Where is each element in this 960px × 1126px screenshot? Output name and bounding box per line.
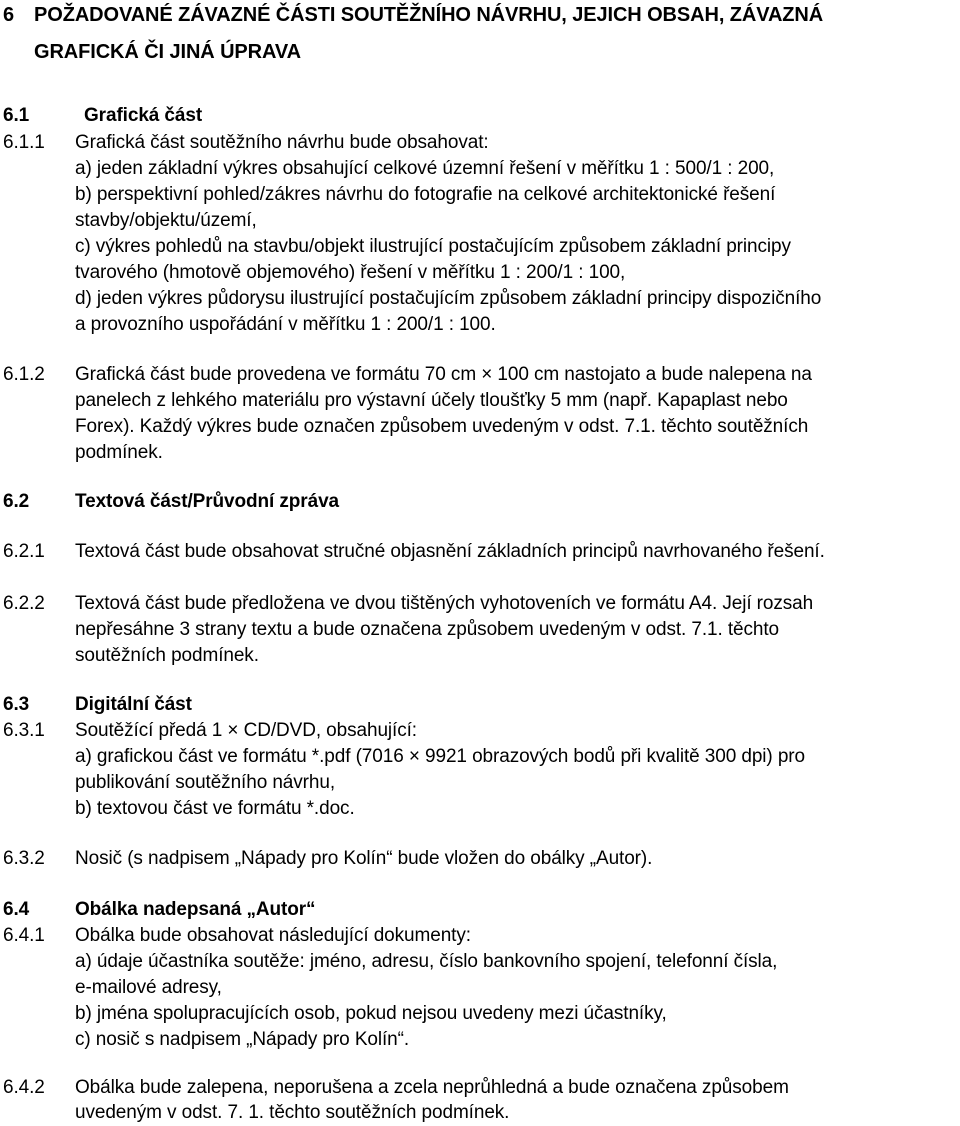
paragraph-6-2-2-line: nepřesáhne 3 strany textu a bude označena způsobem uvedeným v odst. 7.1. těchto <box>75 619 780 640</box>
paragraph-6-1-2-line: Grafická část bude provedena ve formátu 70 cm × 100 cm nastojato a bude nalepena na <box>75 364 812 385</box>
paragraph-6-4-1-line: Obálka bude obsahovat následující dokumenty: <box>75 925 471 946</box>
subsection-6-2-number: 6.2 <box>3 491 30 512</box>
paragraph-6-1-1-line: d) jeden výkres půdorysu ilustrující postačujícím způsobem základní principy dispozičního <box>75 288 822 309</box>
paragraph-6-1-1-number: 6.1.1 <box>3 132 45 153</box>
paragraph-6-1-1-line: stavby/objektu/území, <box>75 210 257 231</box>
paragraph-6-1-1-line: c) výkres pohledů na stavbu/objekt ilustrující postačujícím způsobem základní principy <box>75 236 791 257</box>
paragraph-6-4-1-line: c) nosič s nadpisem „Nápady pro Kolín“. <box>75 1029 410 1050</box>
paragraph-6-3-1-number: 6.3.1 <box>3 720 45 741</box>
subsection-6-3-number: 6.3 <box>3 694 30 715</box>
paragraph-6-1-1-line: a) jeden základní výkres obsahující celkové územní řešení v měřítku 1 : 500/1 : 200, <box>75 158 775 179</box>
subsection-6-1-number: 6.1 <box>3 105 30 126</box>
paragraph-6-4-1-number: 6.4.1 <box>3 925 45 946</box>
paragraph-6-2-1-number: 6.2.1 <box>3 541 45 562</box>
paragraph-6-1-1-line: tvarového (hmotově objemového) řešení v měřítku 1 : 200/1 : 100, <box>75 262 626 283</box>
paragraph-6-2-2-number: 6.2.2 <box>3 593 45 614</box>
paragraph-6-3-1-line: publikování soutěžního návrhu, <box>75 772 336 793</box>
paragraph-6-4-2-line: uvedeným v odst. 7. 1. těchto soutěžních podmínek. <box>75 1102 510 1123</box>
paragraph-6-1-1-line: a provozního uspořádání v měřítku 1 : 200/1 : 100. <box>75 314 496 335</box>
paragraph-6-3-1-line: b) textovou část ve formátu *.doc. <box>75 798 355 819</box>
paragraph-6-1-2-line: Forex). Každý výkres bude označen způsobem uvedeným v odst. 7.1. těchto soutěžních <box>75 416 809 437</box>
section-title-line2: GRAFICKÁ ČI JINÁ ÚPRAVA <box>34 41 301 63</box>
paragraph-6-3-1-line: a) grafickou část ve formátu *.pdf (7016 × 9921 obrazových bodů při kvalitě 300 dpi) pro <box>75 746 805 767</box>
paragraph-6-3-2-number: 6.3.2 <box>3 848 45 869</box>
paragraph-6-4-2-number: 6.4.2 <box>3 1077 45 1098</box>
paragraph-6-4-1-line: b) jména spolupracujících osob, pokud nejsou uvedeny mezi účastníky, <box>75 1003 667 1024</box>
subsection-6-3-title: Digitální část <box>75 694 192 715</box>
paragraph-6-1-1-line: Grafická část soutěžního návrhu bude obsahovat: <box>75 132 489 153</box>
paragraph-6-1-2-line: podmínek. <box>75 442 163 463</box>
subsection-6-4-title: Obálka nadepsaná „Autor“ <box>75 899 316 920</box>
paragraph-6-2-2-line: Textová část bude předložena ve dvou tištěných vyhotoveních ve formátu A4. Její rozsah <box>75 593 814 614</box>
subsection-6-4-number: 6.4 <box>3 899 30 920</box>
paragraph-6-2-2-line: soutěžních podmínek. <box>75 645 259 666</box>
subsection-6-1-title: Grafická část <box>84 105 203 126</box>
paragraph-6-4-2-line: Obálka bude zalepena, neporušena a zcela neprůhledná a bude označena způsobem <box>75 1077 789 1098</box>
subsection-6-2-title: Textová část/Průvodní zpráva <box>75 491 339 512</box>
paragraph-6-3-2-line: Nosič (s nadpisem „Nápady pro Kolín“ bude vložen do obálky „Autor). <box>75 848 653 869</box>
section-title-line1: POŽADOVANÉ ZÁVAZNÉ ČÁSTI SOUTĚŽNÍHO NÁVRHU, JEJICH OBSAH, ZÁVAZNÁ <box>34 4 824 26</box>
paragraph-6-1-1-line: b) perspektivní pohled/zákres návrhu do fotografie na celkové architektonické řešení <box>75 184 776 205</box>
paragraph-6-4-1-line: a) údaje účastníka soutěže: jméno, adresu, číslo bankovního spojení, telefonní čísla, <box>75 951 778 972</box>
section-number: 6 <box>3 4 15 26</box>
paragraph-6-3-1-line: Soutěžící předá 1 × CD/DVD, obsahující: <box>75 720 417 741</box>
paragraph-6-1-2-number: 6.1.2 <box>3 364 45 385</box>
paragraph-6-4-1-line: e-mailové adresy, <box>75 977 222 998</box>
paragraph-6-2-1-line: Textová část bude obsahovat stručné objasnění základních principů navrhovaného řešení. <box>75 541 825 562</box>
paragraph-6-1-2-line: panelech z lehkého materiálu pro výstavní účely tloušťky 5 mm (např. Kapaplast nebo <box>75 390 788 411</box>
